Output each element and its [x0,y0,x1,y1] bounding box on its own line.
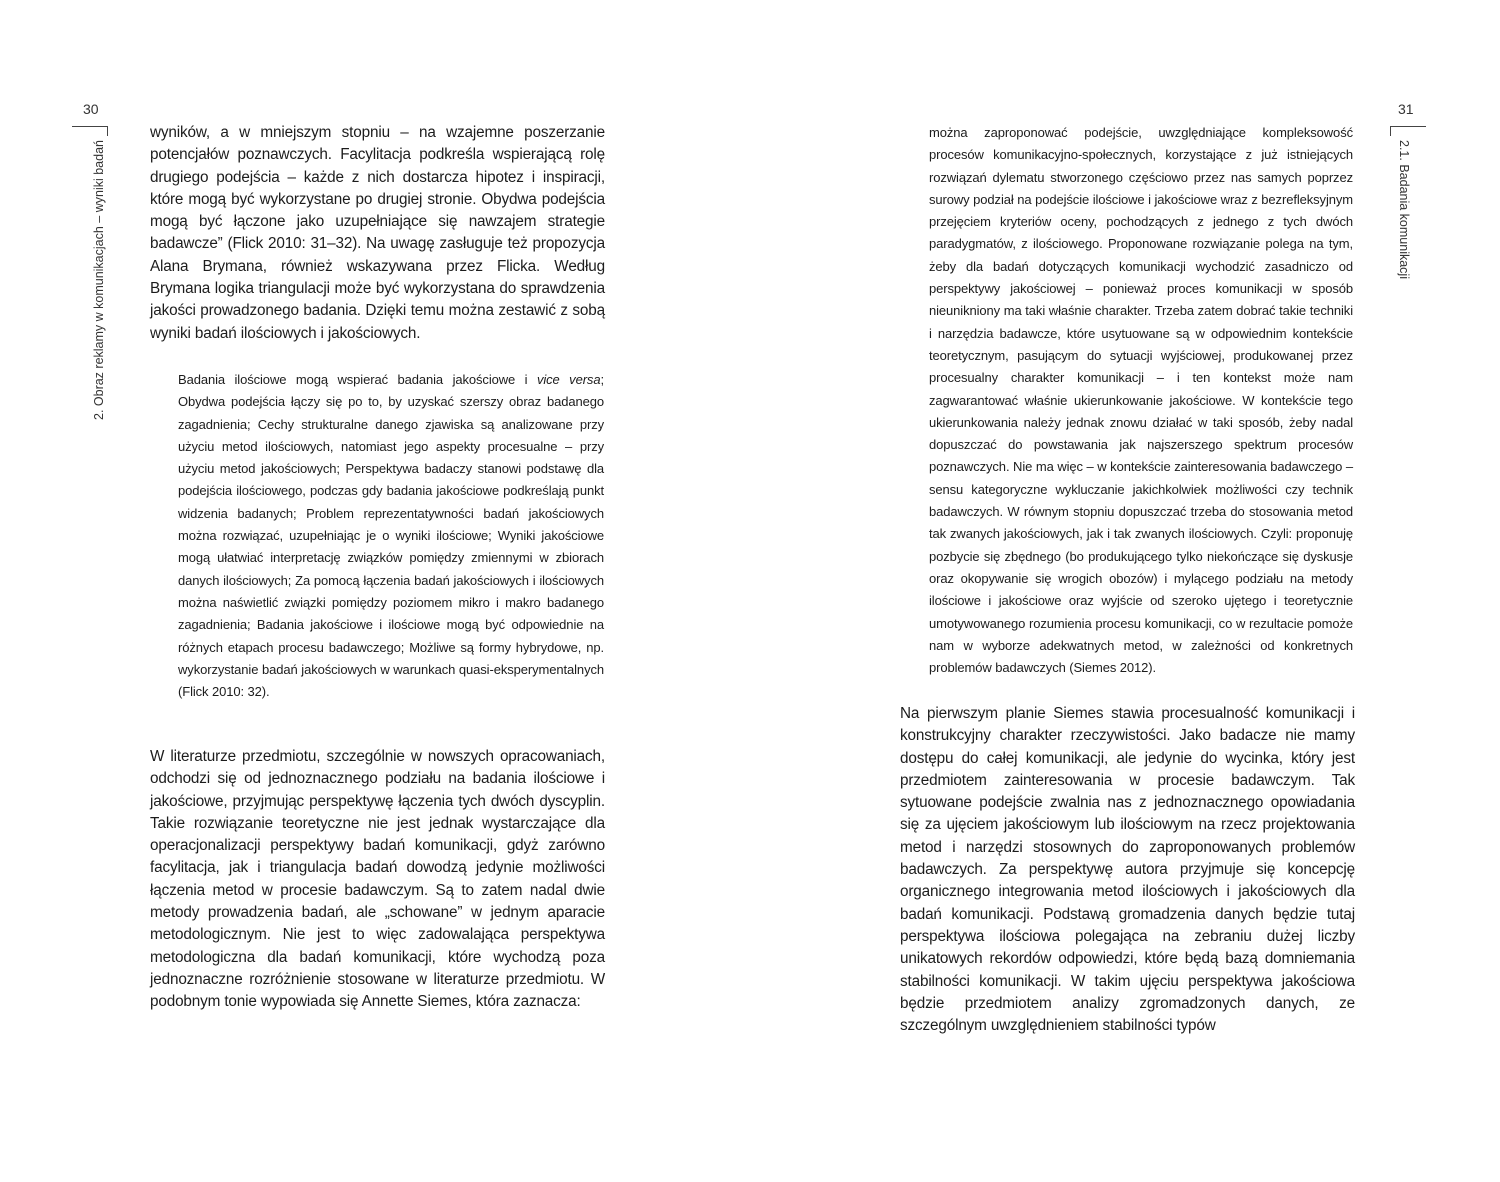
block-quote-siemes [929,122,1353,679]
body-paragraph-3 [900,703,1355,1037]
page-number-left: 30 [83,101,99,117]
header-rule-vertical-left [107,126,108,136]
paragraph-text: Na pierwszym planie Siemes stawia procesualność komunikacji i konstrukcyjny charakter rzeczywistości. Jako badacze nie mamy dostępu do całej komunikacji, ale jedynie do wycinka, który jest przedmiotem zainteresowania w procesie badawczym. Tak sytuowane podejście zwalnia nas z jednoznacznego opowiadania się za ujęciem jakościowym lub ilościowym na rzecz projektowania metod i narzędzi stosownych do zaproponowanych problemów badawczych. Za perspektywę autora przyjmuje się koncepcję organicznego integrowania metod ilościowych i jakościowych dla badań komunikacji. Podstawą gromadzenia danych będzie tutaj perspektywa ilościowa polegająca na zebraniu dużej liczby unikatowych rekordów odpowiedzi, które będą bazą domniemania stabilności komunikacji. W takim ujęciu perspektywa jakościowa będzie przedmiotem analizy zgromadzonych danych, ze szczególnym uwzględnieniem stabilności typów [900,705,1355,1035]
header-rule-horizontal-right [1390,126,1426,127]
block-quote-flick [178,369,604,703]
body-paragraph-2 [150,746,605,1014]
quote-text-end: ; Obydwa podejścia łączy się po to, by uzyskać szerszy obraz badanego zagadnienia; Cechy strukturalne danego zjawiska są analizowane przy użyciu metod ilościowych, natomiast jego aspekty procesualne – przy użyciu metod jakościowych; Perspektywa badaczy stanowi podstawę dla podejścia ilościowego, podczas gdy badania jakościowe podkreślają punkt widzenia badanych; Problem reprezentatywności badań jakościowych można rozwiązać, uzupełniając je o wyniki ilościowe; Wyniki jakościowe mogą ułatwiać interpretację związków pomiędzy zmiennymi w zbiorach danych ilościowych; Za pomocą łączenia badań jakościowych i ilościowych można naświetlić związki pomiędzy poziomem mikro i makro badanego zagadnienia; Badania jakościowe i ilościowe mogą być odpowiednie na różnych etapach procesu badawczego; Możliwe są formy hybrydowe, np. wykorzystanie badań jakościowych w warunkach quasi-eksperymentalnych (Flick 2010: 32). [178,372,604,700]
quote-text: można zaproponować podejście, uwzględniające kompleksowość procesów komunikacyjno-społecznych, korzystające z już istniejących rozwiązań dylematu stworzonego częściowo przez nas samych poprzez surowy podział na podejście ilościowe i jakościowe wraz z bezrefleksyjnym przejęciem kryteriów oceny, pochodzących z jednego z tych dwóch paradygmatów, z ilościowego. Proponowane rozwiązanie polega na tym, żeby dla badań dotyczących komunikacji wychodzić zasadniczo od perspektywy jakościowej – ponieważ proces komunikacji w sposób nieunikniony ma taki właśnie charakter. Trzeba zatem dobrać takie techniki i narzędzia badawcze, które usytuowane są w odpowiednim kontekście teoretycznym, pasującym do sytuacji wyjściowej, produkowanej przez procesualny charakter komunikacji – i ten kontekst może nam zagwarantować właśnie ukierunkowanie jakościowe. W kontekście tego ukierunkowania należy jednak znowu działać w taki sposób, żeby nadal dopuszczać do powstawania jak najszerszego spektrum procesów poznawczych. Nie ma więc – w kontekście zainteresowania badawczego – sensu kategoryczne wykluczanie jakichkolwiek możliwości czy technik badawczych. W równym stopniu dopuszczać trzeba do stosowania metod tak zwanych jakościowych, jak i tak zwanych ilościowych. Czyli: proponuję pozbycie się zbędnego (bo produkującego tylko niekończące się dyskusje oraz okopywanie się wrogich obozów) i mylącego podziału na metody ilościowe i jakościowe oraz wyjście od szeroko ujętego i teoretycznie umotywowanego rozumienia procesu komunikacji, co w rezultacie pomoże nam w wyborze adekwatnych metod, w zależności od konkretnych problemów badawczych (Siemes 2012). [929,125,1353,676]
paragraph-text: W literaturze przedmiotu, szczególnie w nowszych opracowaniach, odchodzi się od jednoznacznego podziału na badania ilościowe i jakościowe, przyjmując perspektywę łączenia tych dwóch dyscyplin. Takie rozwiązanie teoretyczne nie jest jednak wystarczające dla operacjonalizacji perspektywy badań komunikacji, gdyż zarówno facylitacja, jak i triangulacja badań dowodzą jedynie możliwości łączenia metod w procesie badawczym. Są to zatem nadal dwie metody prowadzenia badań, ale „schowane” w jednym aparacie metodologicznym. Nie jest to więc zadowalająca perspektywa metodologiczna dla badań komunikacji, które wychodzą poza jednoznaczne rozróżnienie stosowane w literaturze przedmiotu. W podobnym tonie wypowiada się Annette Siemes, która zaznacza: [150,748,605,1011]
header-rule-vertical-right [1390,126,1391,136]
quote-text-start: Badania ilościowe mogą wspierać badania jakościowe i [178,372,537,387]
running-head-left: 2. Obraz reklamy w komunikacjach – wyniki badań [92,140,106,420]
body-paragraph-1 [150,122,605,345]
running-head-right: 2.1. Badania komunikacji [1397,140,1411,279]
quote-text [178,369,604,703]
header-rule-horizontal-left [72,126,108,127]
quote-italic-phrase: vice versa [536,372,601,387]
page-number-right: 31 [1398,101,1414,117]
paragraph-text: wyników, a w mniejszym stopniu – na wzajemne poszerzanie potencjałów poznawczych. Facylitacja podkreśla wspierającą rolę drugiego podejścia – każde z nich dostarcza hipotez i inspiracji, które mogą być wykorzystane po drugiej stronie. Obydwa podejścia mogą być łączone jako uzupełniające się nawzajem strategie badawcze” (Flick 2010: 31–32). Na uwagę zasługuje też propozycja Alana Brymana, również wskazywana przez Flicka. Według Brymana logika triangulacji może być wykorzystana do sprawdzenia jakości prowadzonego badania. Dzięki temu można zestawić z sobą wyniki badań ilościowych i jakościowych. [150,124,605,342]
right-page [750,0,1500,1182]
